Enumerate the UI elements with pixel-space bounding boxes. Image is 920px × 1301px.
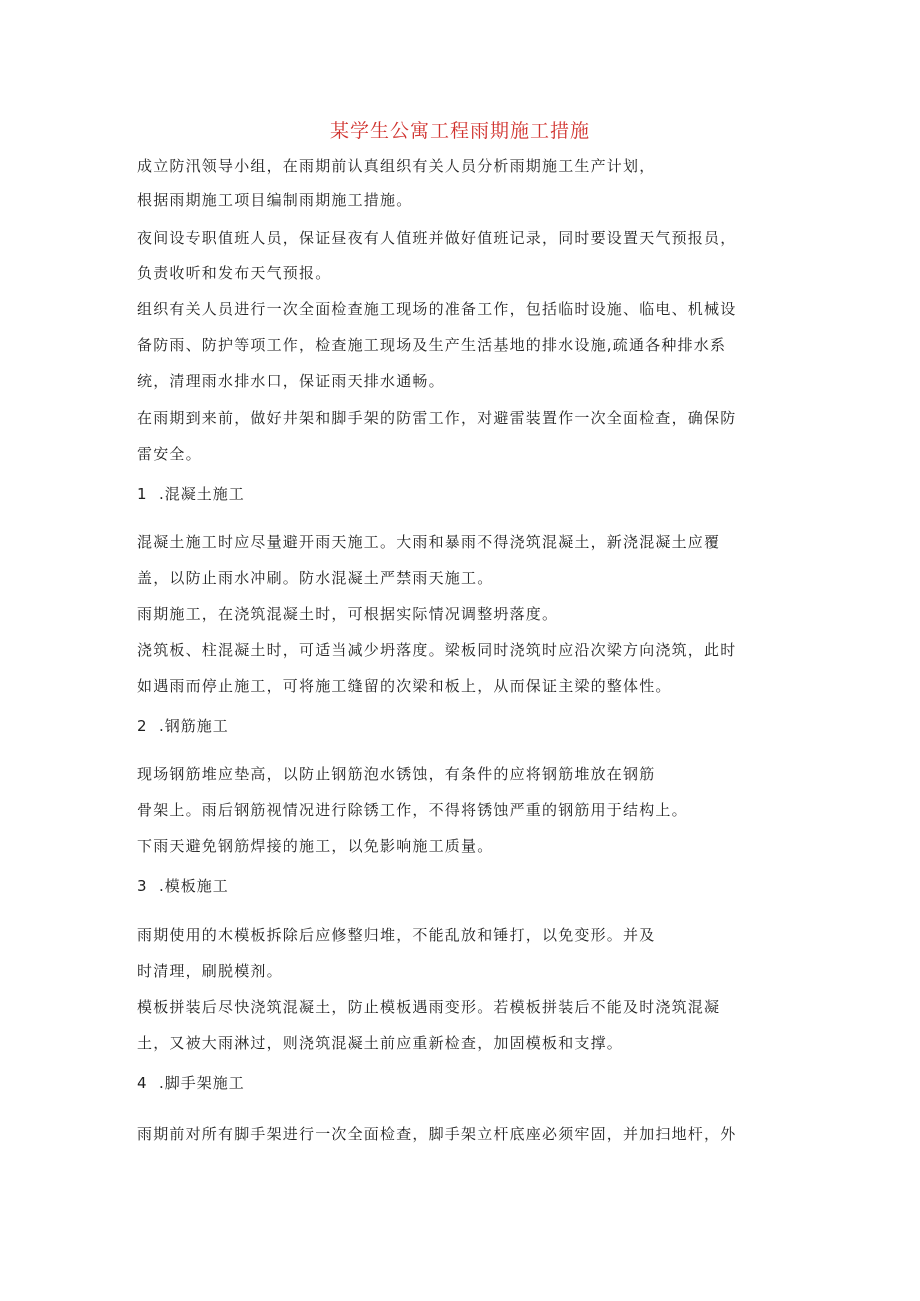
paragraph-line: 统，清理雨水排水口，保证雨天排水通畅。 [137,372,445,390]
paragraph-line: 下雨天避免钢筋焊接的施工，以免影响施工质量。 [137,837,494,855]
paragraph-line: 成立防汛领导小组，在雨期前认真组织有关人员分析雨期施工生产计划， [137,157,656,175]
section-heading [137,716,229,736]
paragraph-line: 雨期使用的木模板拆除后应修整归堆，不能乱放和锤打，以免变形。并及 [137,926,656,944]
paragraph-line: 雷安全。 [137,445,202,463]
section-number: 4 [137,1074,148,1092]
section-title: .模板施工 [159,877,229,895]
paragraph-line: 混凝土施工时应尽量避开雨天施工。大雨和暴雨不得浇筑混凝土，新浇混凝土应覆 [137,533,721,551]
paragraph-line: 根据雨期施工项目编制雨期施工措施。 [137,191,413,209]
paragraph-line: 雨期前对所有脚手架进行一次全面检查，脚手架立杆底座必须牢固，并加扫地杆，外 [137,1125,737,1143]
paragraph-line: 雨期施工，在浇筑混凝土时，可根据实际情况调整坍落度。 [137,605,559,623]
section-title: .钢筋施工 [159,717,229,735]
paragraph-line: 负责收听和发布天气预报。 [137,264,332,282]
paragraph-line: 备防雨、防护等项工作，检查施工现场及生产生活基地的排水设施,疏通各种排水系 [137,336,727,354]
paragraph-line: 时清理，刷脱模剂。 [137,962,283,980]
paragraph-line: 在雨期到来前，做好井架和脚手架的防雷工作，对避雷装置作一次全面检查，确保防 [137,409,737,427]
paragraph-line: 模板拼装后尽快浇筑混凝土，防止模板遇雨变形。若模板拼装后不能及时浇筑混凝 [137,998,721,1016]
section-title: .混凝土施工 [159,485,245,503]
paragraph-line: 骨架上。雨后钢筋视情况进行除锈工作，不得将锈蚀严重的钢筋用于结构上。 [137,801,688,819]
section-number: 1 [137,485,148,503]
section-number: 3 [137,877,148,895]
paragraph-line: 夜间设专职值班人员，保证昼夜有人值班并做好值班记录，同时要设置天气预报员， [137,229,737,247]
section-heading [137,876,229,896]
paragraph-line: 土，又被大雨淋过，则浇筑混凝土前应重新检查，加固模板和支撑。 [137,1034,624,1052]
paragraph-line: 如遇雨而停止施工，可将施工缝留的次梁和板上，从而保证主梁的整体性。 [137,677,672,695]
section-title: .脚手架施工 [159,1074,245,1092]
document-title: 某学生公寓工程雨期施工措施 [329,120,590,142]
section-heading [137,484,245,504]
paragraph-line: 组织有关人员进行一次全面检查施工现场的准备工作，包括临时设施、临电、机械设 [137,300,737,318]
section-heading [137,1073,245,1093]
paragraph-line: 现场钢筋堆应垫高，以防止钢筋泡水锈蚀，有条件的应将钢筋堆放在钢筋 [137,765,656,783]
section-number: 2 [137,717,148,735]
paragraph-line: 盖，以防止雨水冲刷。防水混凝土严禁雨天施工。 [137,569,494,587]
paragraph-line: 浇筑板、柱混凝土时，可适当减少坍落度。梁板同时浇筑时应沿次梁方向浇筑，此时 [137,641,737,659]
